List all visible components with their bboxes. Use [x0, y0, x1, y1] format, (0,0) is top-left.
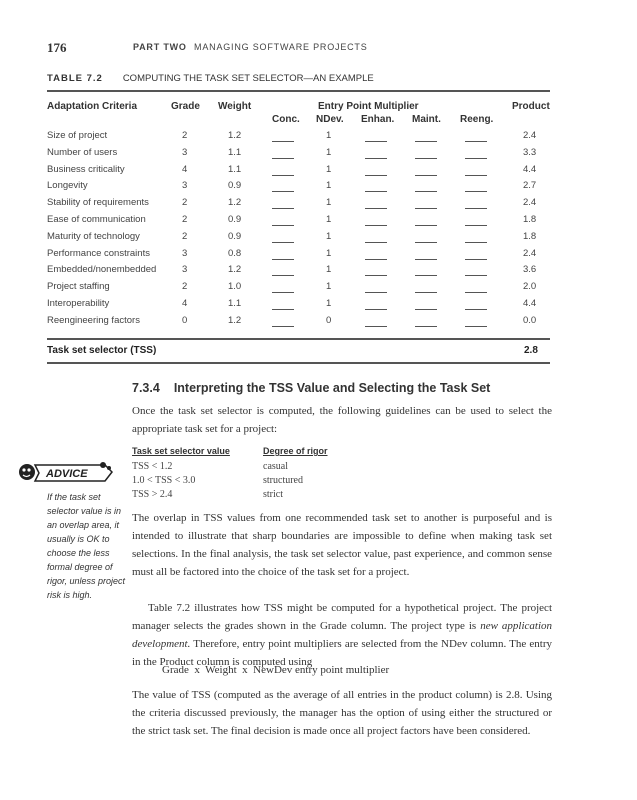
multiplier-blank — [465, 242, 487, 243]
table-total-rule — [47, 338, 550, 340]
section-number: 7.3.4 — [132, 381, 160, 395]
multiplier-blank — [272, 175, 294, 176]
multiplier-blank — [415, 309, 437, 310]
section-heading — [132, 381, 504, 395]
multiplier-blank — [365, 141, 387, 142]
table-caption — [47, 73, 374, 84]
row-weight: 1.0 — [228, 281, 242, 293]
row-criteria: Interoperability — [47, 298, 110, 309]
paragraph-conclusion: The value of TSS (computed as the average of all entries in the product column) is 2.8. Using the criteria discussed previously, the manager has the option of using either the structured or the strict task set. The final decision is made once all project factors have been considered. — [132, 689, 552, 737]
row-weight: 1.1 — [228, 163, 242, 175]
multiplier-blank — [465, 292, 487, 293]
multiplier-blank — [465, 309, 487, 310]
row-criteria: Performance constraints — [47, 247, 150, 259]
row-product: 4.4 — [523, 163, 537, 175]
multiplier-blank — [272, 191, 294, 192]
row-grade: 4 — [182, 163, 188, 175]
row-product: 0.0 — [523, 314, 537, 326]
multiplier-blank — [272, 292, 294, 293]
multiplier-blank — [415, 175, 437, 176]
guide-row-rigor: structured — [263, 475, 303, 486]
row-ndev: 1 — [326, 281, 332, 293]
row-criteria: Project staffing — [47, 281, 110, 293]
header-multiplier: Entry Point Multiplier — [318, 101, 419, 112]
row-product: 3.3 — [523, 146, 537, 158]
row-weight: 0.9 — [228, 214, 242, 225]
multiplier-blank — [465, 259, 487, 260]
multiplier-blank — [272, 309, 294, 310]
row-grade: 2 — [182, 230, 188, 242]
row-criteria: Number of users — [47, 146, 118, 158]
row-product: 2.0 — [523, 281, 537, 293]
multiplier-blank — [365, 208, 387, 209]
formula: Grade x Weight x NewDev entry point multiplier — [162, 664, 390, 676]
multiplier-blank — [365, 259, 387, 260]
header-product: Product — [512, 101, 550, 112]
paragraph-example — [132, 599, 552, 671]
row-product: 1.8 — [523, 214, 537, 225]
multiplier-blank — [272, 259, 294, 260]
row-grade: 3 — [182, 146, 188, 158]
row-product: 4.4 — [523, 298, 537, 309]
section-title: Interpreting the TSS Value and Selecting the Task Set — [173, 381, 491, 395]
row-criteria: Reengineering factors — [47, 314, 140, 326]
paragraph-example-text-2: Therefore, entry point multipliers are selected from the NDev column. The entry in the Product column is computed using — [132, 638, 552, 668]
guide-row-value: TSS > 2.4 — [132, 489, 173, 500]
multiplier-blank — [365, 292, 387, 293]
multiplier-blank — [415, 259, 437, 260]
row-ndev: 1 — [326, 163, 332, 175]
guide-header-rigor: Degree of rigor — [263, 446, 328, 456]
multiplier-blank — [465, 141, 487, 142]
multiplier-blank — [365, 309, 387, 310]
advice-badge — [17, 459, 117, 485]
multiplier-blank — [272, 158, 294, 159]
multiplier-blank — [272, 141, 294, 142]
row-ndev: 1 — [326, 214, 332, 225]
row-grade: 0 — [182, 314, 188, 326]
page-number: 176 — [47, 40, 67, 55]
row-product: 1.8 — [523, 230, 537, 242]
multiplier-blank — [365, 225, 387, 226]
row-weight: 1.1 — [228, 146, 242, 158]
paragraph-example-text: Table 7.2 illustrates how TSS might be computed for a hypothetical project. The project manager selects the grades shown in the Grade column. The project type is — [132, 602, 552, 632]
multiplier-blank — [365, 191, 387, 192]
multiplier-blank — [365, 242, 387, 243]
table-label: TABLE 7.2 — [47, 73, 103, 84]
multiplier-blank — [415, 292, 437, 293]
header-maint: Maint. — [412, 114, 441, 125]
row-criteria: Embedded/nonembedded — [47, 264, 157, 276]
row-grade: 2 — [182, 197, 188, 209]
row-grade: 2 — [182, 214, 188, 225]
row-ndev: 1 — [326, 180, 332, 192]
row-product: 2.7 — [523, 180, 537, 192]
multiplier-blank — [415, 141, 437, 142]
row-grade: 2 — [182, 281, 188, 293]
multiplier-blank — [415, 275, 437, 276]
row-ndev: 1 — [326, 130, 332, 141]
row-ndev: 1 — [326, 197, 332, 209]
row-ndev: 0 — [326, 314, 332, 326]
row-criteria: Stability of requirements — [47, 197, 149, 209]
row-criteria: Ease of communication — [47, 214, 146, 225]
advice-label: ADVICE — [46, 468, 88, 480]
guide-row-value: TSS < 1.2 — [132, 461, 173, 472]
row-grade: 4 — [182, 298, 188, 309]
paragraph-example-emphasis: new application development. — [132, 620, 552, 650]
multiplier-blank — [415, 191, 437, 192]
multiplier-blank — [415, 225, 437, 226]
row-product: 2.4 — [523, 130, 537, 141]
row-ndev: 1 — [326, 264, 332, 276]
part-title: MANAGING SOFTWARE PROJECTS — [194, 42, 368, 52]
row-weight: 1.2 — [228, 264, 242, 276]
multiplier-blank — [365, 326, 387, 327]
running-head — [133, 42, 368, 52]
intro-paragraph: Once the task set selector is computed, the following guidelines can be used to select the appropriate task set for a project: — [132, 405, 552, 435]
row-weight: 1.2 — [228, 314, 242, 326]
table-bottom-rule — [47, 362, 550, 364]
row-weight: 0.8 — [228, 247, 242, 259]
row-grade: 3 — [182, 264, 188, 276]
multiplier-blank — [465, 225, 487, 226]
row-criteria: Size of project — [47, 130, 108, 141]
multiplier-blank — [365, 275, 387, 276]
row-product: 3.6 — [523, 264, 537, 276]
row-weight: 0.9 — [228, 180, 242, 192]
row-weight: 0.9 — [228, 230, 242, 242]
row-ndev: 1 — [326, 298, 332, 309]
header-enhan: Enhan. — [361, 114, 395, 125]
header-weight: Weight — [218, 101, 252, 112]
multiplier-blank — [465, 158, 487, 159]
multiplier-blank — [415, 158, 437, 159]
row-product: 2.4 — [523, 197, 537, 209]
multiplier-blank — [365, 175, 387, 176]
multiplier-blank — [465, 175, 487, 176]
row-criteria: Business criticality — [47, 163, 125, 175]
table-title: COMPUTING THE TASK SET SELECTOR—AN EXAMPLE — [122, 73, 374, 84]
row-weight: 1.1 — [228, 298, 242, 309]
table-top-rule — [47, 90, 550, 92]
total-value: 2.8 — [524, 345, 538, 356]
row-grade: 3 — [182, 247, 188, 259]
multiplier-blank — [272, 225, 294, 226]
header-ndev: NDev. — [316, 114, 344, 125]
row-criteria: Longevity — [47, 180, 88, 192]
multiplier-blank — [415, 242, 437, 243]
row-weight: 1.2 — [228, 130, 242, 141]
total-label: Task set selector (TSS) — [47, 345, 157, 356]
multiplier-blank — [272, 275, 294, 276]
row-weight: 1.2 — [228, 197, 242, 209]
guide-row-value: 1.0 < TSS < 3.0 — [132, 475, 196, 486]
paragraph-overlap: The overlap in TSS values from one recommended task set to another is purposeful and is intended to illustrate that sharp boundaries are impossible to define when making task set selections. In the final analysis, the task set selector value, past experience, and common sense must all be factored into the choice of the task set for a project. — [132, 512, 552, 578]
multiplier-blank — [272, 242, 294, 243]
multiplier-blank — [415, 208, 437, 209]
row-ndev: 1 — [326, 146, 332, 158]
advice-icon — [17, 459, 117, 487]
guide-header-value: Task set selector value — [132, 446, 230, 456]
header-criteria: Adaptation Criteria — [47, 101, 138, 112]
header-conc: Conc. — [272, 114, 300, 125]
part-label: PART TWO — [133, 42, 187, 52]
row-grade: 2 — [182, 130, 188, 141]
row-criteria: Maturity of technology — [47, 230, 140, 242]
multiplier-blank — [465, 191, 487, 192]
header-reeng: Reeng. — [460, 114, 494, 125]
multiplier-blank — [272, 326, 294, 327]
multiplier-blank — [365, 158, 387, 159]
multiplier-blank — [465, 326, 487, 327]
multiplier-blank — [272, 208, 294, 209]
advice-text: If the task set selector value is in an overlap area, it usually is OK to choose the less formal degree of rigor, unless project risk is high. — [47, 492, 126, 600]
header-grade: Grade — [171, 101, 200, 112]
row-product: 2.4 — [523, 247, 537, 259]
multiplier-blank — [465, 208, 487, 209]
guide-row-rigor: casual — [263, 461, 288, 472]
row-grade: 3 — [182, 180, 188, 192]
row-ndev: 1 — [326, 247, 332, 259]
row-ndev: 1 — [326, 230, 332, 242]
multiplier-blank — [415, 326, 437, 327]
multiplier-blank — [465, 275, 487, 276]
guide-row-rigor: strict — [263, 489, 283, 500]
